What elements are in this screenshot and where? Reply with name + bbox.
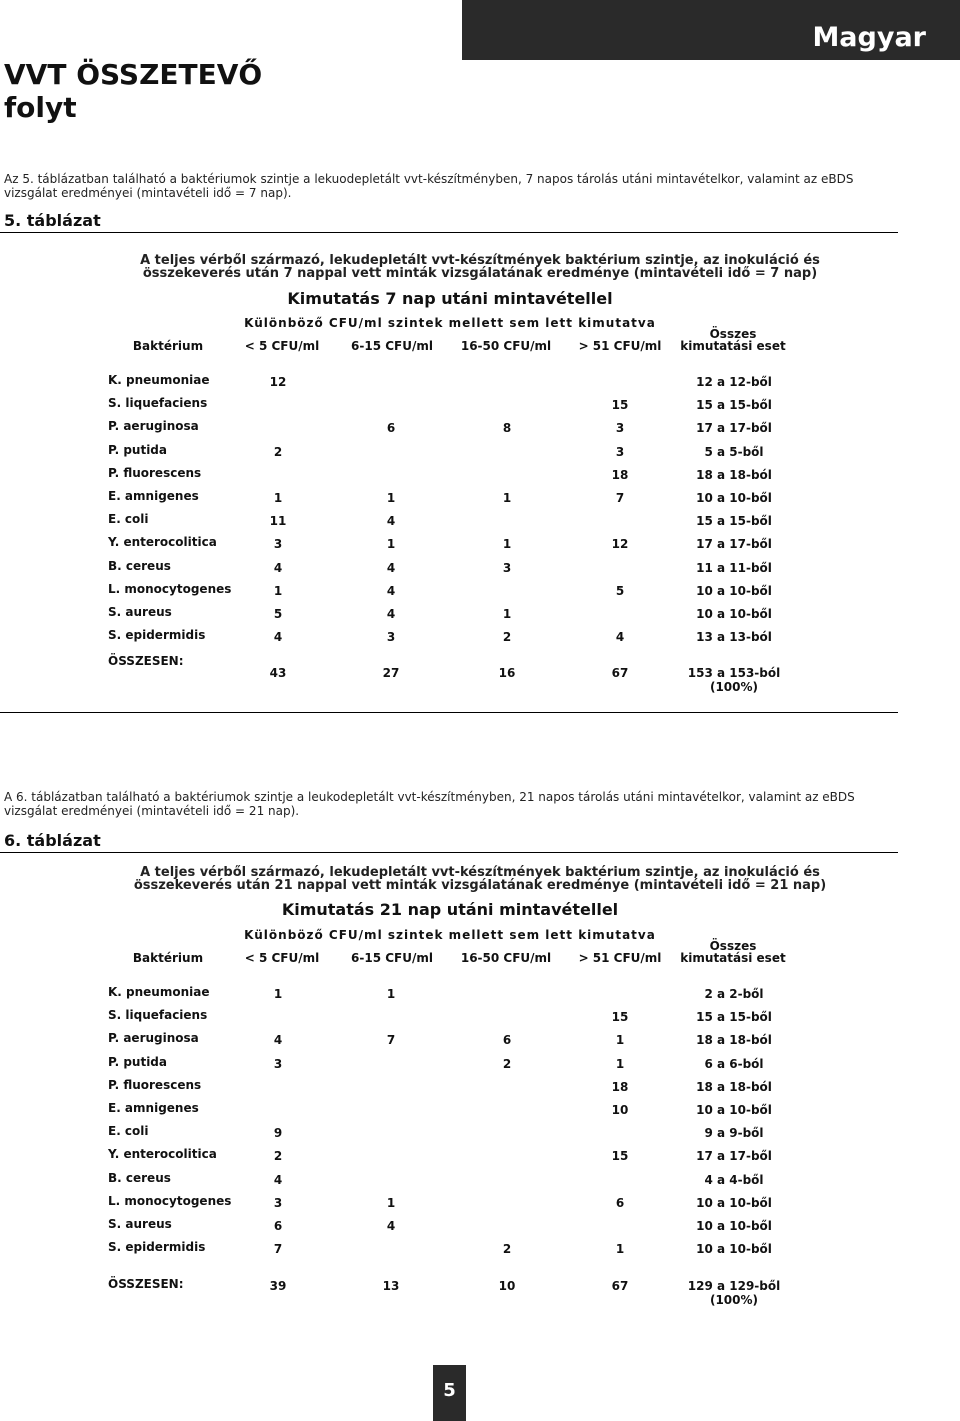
table5-col-6-15: 6-15 CFU/ml (351, 339, 433, 353)
page-number: 5 (443, 1380, 456, 1401)
page-title-line1: VVT ÖSSZETEVŐ (4, 58, 263, 91)
table-cell-total: 10 a 10-ből (696, 1195, 772, 1210)
table-cell-c2: 1 (386, 987, 396, 1001)
table5-subheading: Különböző CFU/ml szintek mellett sem lett kimutatva (244, 316, 656, 330)
table-cell-c1: 6 (273, 1219, 283, 1233)
table-cell-c1: 1 (273, 491, 283, 505)
table-cell-c2: 4 (386, 607, 396, 621)
language-label: Magyar (812, 22, 926, 53)
bacterium-name: P. putida (108, 1054, 167, 1069)
table6-col-lt5: < 5 CFU/ml (244, 951, 320, 965)
table6-col-gt51: > 51 CFU/ml (578, 951, 662, 965)
table-cell-c2: 3 (386, 630, 396, 645)
table6-col-total-line1: Összes (709, 939, 757, 953)
table-cell-c4: 15 (611, 398, 629, 413)
bacterium-name: Y. enterocolitica (108, 1147, 217, 1162)
bacterium-name: P. aeruginosa (108, 419, 199, 434)
table6-caption-line2: összekeverés után 21 nappal vett minták vizsgálatának eredménye (mintavételi idő = 21 nap) (133, 878, 827, 893)
table5-sum-c2: 27 (382, 666, 400, 680)
table-cell-total: 17 a 17-ből (696, 421, 772, 436)
bacterium-name: S. epidermidis (108, 628, 206, 643)
table-cell-total: 18 a 18-ból (696, 467, 772, 482)
table-cell-c4: 3 (615, 444, 625, 459)
table-cell-c3: 2 (502, 1056, 512, 1071)
table-cell-total: 2 a 2-ből (704, 987, 764, 1001)
bacterium-name: S. epidermidis (108, 1240, 206, 1255)
bacterium-name: S. liquefaciens (108, 396, 208, 411)
table-cell-total: 15 a 15-ből (696, 398, 772, 413)
table-cell-c3: 2 (502, 630, 512, 645)
table-cell-total: 11 a 11-ből (696, 560, 772, 575)
table5-col-gt51: > 51 CFU/ml (578, 339, 662, 353)
table-cell-c1: 1 (273, 583, 283, 598)
table5-bottom-rule (0, 712, 898, 713)
table5-caption-line2: összekeverés után 7 nappal vett minták vizsgálatának eredménye (mintavételi idő = 7 nap) (142, 266, 818, 281)
table-cell-total: 6 a 6-ból (704, 1056, 764, 1071)
table-cell-c3: 6 (502, 1033, 512, 1048)
table-cell-c4: 1 (615, 1033, 625, 1048)
bacterium-name: Y. enterocolitica (108, 535, 217, 550)
bacterium-name: E. coli (108, 1124, 149, 1139)
table6-detection-title: Kimutatás 21 nap utáni mintavétellel (281, 900, 619, 919)
table-cell-total: 10 a 10-ből (696, 1219, 772, 1233)
table-cell-c4: 12 (611, 537, 629, 552)
table-cell-c4: 15 (611, 1149, 629, 1164)
table5-sum-total (669, 666, 799, 694)
table-cell-total: 13 a 13-ból (696, 630, 772, 645)
table-cell-c4: 15 (611, 1010, 629, 1025)
table6-intro: A 6. táblázatban található a baktériumok szintje a leukodepletált vvt-készítményben, 21 napos tárolás utáni mintavételkor, valamint az eBDS vizsgálat eredményei (mintavételi idő = 21 nap). (4, 790, 855, 818)
table6-col-6-15: 6-15 CFU/ml (351, 951, 433, 965)
table-cell-c2: 6 (386, 421, 396, 436)
bacterium-name: S. liquefaciens (108, 1008, 208, 1023)
table5-intro: Az 5. táblázatban található a baktériumok szintje a lekuodepletált vvt-készítményben, 7 napos tárolás utáni mintavételkor, valamint az eBDS vizsgálat eredményei (mintavételi idő = 7 nap). (4, 172, 854, 200)
page-title-line2: folyt (4, 91, 77, 124)
table-cell-total: 15 a 15-ből (696, 1010, 772, 1025)
bacterium-name: E. amnigenes (108, 489, 199, 503)
table-cell-c1: 4 (273, 560, 283, 575)
table6-col-total (666, 940, 800, 964)
table-cell-c3: 3 (502, 560, 512, 575)
table-cell-c1: 3 (273, 1056, 283, 1071)
table5-col-total-line1: Összes (709, 327, 757, 341)
table5-detection-title: Kimutatás 7 nap utáni mintavétellel (287, 289, 613, 308)
table-cell-total: 18 a 18-ból (696, 1033, 772, 1048)
table-cell-total: 17 a 17-ből (696, 537, 772, 552)
table-cell-c2: 4 (386, 560, 396, 575)
table-cell-total: 15 a 15-ből (696, 514, 772, 529)
table5-sum-c1: 43 (269, 666, 287, 680)
bacterium-name: L. monocytogenes (108, 581, 232, 596)
table6-col-16-50: 16-50 CFU/ml (460, 951, 552, 965)
table-cell-total: 5 a 5-ből (704, 444, 764, 459)
table-cell-c4: 18 (611, 467, 629, 482)
table-cell-total: 10 a 10-ből (696, 607, 772, 621)
table6-col-bacterium: Baktérium (132, 951, 204, 965)
table-cell-c1: 1 (273, 987, 283, 1001)
table-cell-total: 12 a 12-ből (696, 375, 772, 389)
table5-title: 5. táblázat (4, 211, 101, 230)
bacterium-name: B. cereus (108, 558, 171, 573)
table-cell-c2: 4 (386, 1219, 396, 1233)
page-title (4, 58, 262, 124)
table-cell-c2: 4 (386, 583, 396, 598)
table-cell-c4: 5 (615, 583, 625, 598)
table6-sum-total-line2: (100%) (709, 1293, 759, 1307)
table5-col-total (666, 328, 800, 352)
table-cell-total: 18 a 18-ból (696, 1079, 772, 1094)
table-cell-c3: 8 (502, 421, 512, 436)
table6-sum-c4: 67 (611, 1279, 629, 1293)
table-cell-c1: 4 (273, 1172, 283, 1187)
table-cell-c4: 4 (615, 630, 625, 645)
table-cell-c2: 7 (386, 1033, 396, 1048)
bacterium-name: E. coli (108, 512, 149, 527)
table6-caption-line1: A teljes vérből származó, lekudepletált vvt-készítmények baktérium szintje, az inokuláció és (140, 865, 820, 880)
table-cell-c4: 1 (615, 1056, 625, 1071)
table-cell-total: 10 a 10-ből (696, 1103, 772, 1117)
table5-sum-total-line1: 153 a 153-ból (687, 666, 781, 680)
table-cell-c4: 6 (615, 1195, 625, 1210)
table5-col-bacterium: Baktérium (132, 339, 204, 353)
table-cell-total: 9 a 9-ből (704, 1126, 764, 1141)
table5-col-total-line2: kimutatási eset (680, 339, 786, 353)
bacterium-name: L. monocytogenes (108, 1193, 232, 1208)
table5-col-lt5: < 5 CFU/ml (244, 339, 320, 353)
table-cell-c1: 7 (273, 1242, 283, 1257)
table-cell-c4: 18 (611, 1079, 629, 1094)
table6-top-rule (0, 852, 898, 853)
table-cell-c2: 1 (386, 491, 396, 505)
table-cell-c1: 9 (273, 1126, 283, 1141)
table-cell-c1: 11 (269, 514, 287, 529)
table-cell-c1: 12 (269, 375, 287, 389)
table6-subheading: Különböző CFU/ml szintek mellett sem lett kimutatva (244, 928, 656, 942)
table-cell-c2: 4 (386, 514, 396, 529)
table6-sum-c1: 39 (269, 1279, 287, 1293)
bacterium-name: P. fluorescens (108, 1077, 202, 1092)
table5-caption-line1: A teljes vérből származó, lekudepletált vvt-készítmények baktérium szintje, az inokuláció és (140, 253, 820, 268)
bacterium-name: K. pneumoniae (108, 373, 210, 387)
table6-sum-total-line1: 129 a 129-ből (687, 1279, 781, 1293)
table-cell-total: 10 a 10-ből (696, 1242, 772, 1257)
table5-top-rule (0, 232, 898, 233)
table-cell-total: 4 a 4-ből (704, 1172, 764, 1187)
table-cell-c3: 1 (502, 607, 512, 621)
table6-sum-label: ÖSSZESEN: (108, 1277, 184, 1291)
table5-sum-c3: 16 (498, 666, 516, 680)
table-cell-c1: 3 (273, 537, 283, 552)
table-cell-c4: 3 (615, 421, 625, 436)
table-cell-total: 17 a 17-ből (696, 1149, 772, 1164)
bacterium-name: B. cereus (108, 1170, 171, 1185)
bacterium-name: P. fluorescens (108, 465, 202, 480)
table6-sum-c3: 10 (498, 1279, 516, 1293)
table6-sum-total (669, 1279, 799, 1307)
table6-title: 6. táblázat (4, 831, 101, 850)
bacterium-name: S. aureus (108, 1217, 172, 1231)
table-cell-c1: 5 (273, 607, 283, 621)
table5-sum-total-line2: (100%) (709, 680, 759, 694)
table-cell-c1: 4 (273, 1033, 283, 1048)
table-cell-c2: 1 (386, 1195, 396, 1210)
table-cell-c4: 1 (615, 1242, 625, 1257)
table5-sum-label: ÖSSZESEN: (108, 654, 184, 668)
table6-sum-c2: 13 (382, 1279, 400, 1293)
bacterium-name: S. aureus (108, 605, 172, 619)
table-cell-c2: 1 (386, 537, 396, 552)
table-cell-c1: 4 (273, 630, 283, 645)
table-cell-c4: 10 (611, 1103, 629, 1117)
table-cell-c3: 1 (502, 491, 512, 505)
bacterium-name: K. pneumoniae (108, 985, 210, 999)
table-cell-c1: 2 (273, 444, 283, 459)
table-cell-c1: 3 (273, 1195, 283, 1210)
table-cell-c1: 2 (273, 1149, 283, 1164)
table5-col-16-50: 16-50 CFU/ml (460, 339, 552, 353)
bacterium-name: P. putida (108, 442, 167, 457)
table-cell-c3: 1 (502, 537, 512, 552)
table-cell-total: 10 a 10-ből (696, 491, 772, 505)
table-cell-c4: 7 (615, 491, 625, 505)
table5-sum-c4: 67 (611, 666, 629, 680)
table-cell-c3: 2 (502, 1242, 512, 1257)
bacterium-name: E. amnigenes (108, 1101, 199, 1115)
table6-col-total-line2: kimutatási eset (680, 951, 786, 965)
table-cell-total: 10 a 10-ből (696, 583, 772, 598)
bacterium-name: P. aeruginosa (108, 1031, 199, 1046)
